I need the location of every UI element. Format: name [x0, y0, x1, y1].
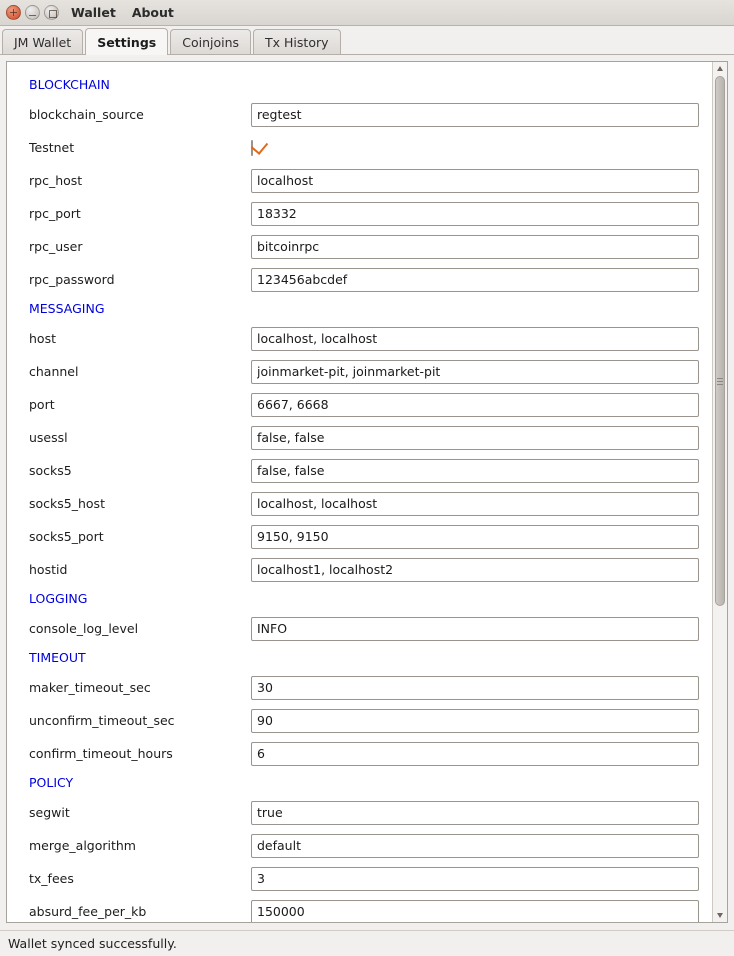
- scroll-up-icon[interactable]: [713, 62, 727, 75]
- setting-label: unconfirm_timeout_sec: [29, 713, 175, 728]
- setting-label: hostid: [29, 562, 68, 577]
- tab-tx-history[interactable]: Tx History: [253, 29, 340, 54]
- setting-row-tx-fees: [7, 862, 713, 895]
- setting-label: rpc_password: [29, 272, 115, 287]
- setting-field: [251, 235, 699, 259]
- setting-label: rpc_port: [29, 206, 81, 221]
- setting-label: merge_algorithm: [29, 838, 136, 853]
- setting-label: blockchain_source: [29, 107, 144, 122]
- rpc-port-input[interactable]: [251, 202, 699, 226]
- section-heading-timeout: TIMEOUT: [29, 650, 86, 665]
- setting-field: [251, 268, 699, 292]
- setting-field: [251, 426, 699, 450]
- setting-field: [251, 834, 699, 858]
- setting-field: [251, 801, 699, 825]
- hostid-input[interactable]: [251, 558, 699, 582]
- setting-field: [251, 103, 699, 127]
- setting-label: host: [29, 331, 56, 346]
- setting-label: socks5_host: [29, 496, 105, 511]
- section-heading-messaging: MESSAGING: [29, 301, 105, 316]
- setting-label: rpc_host: [29, 173, 83, 188]
- section-heading-blockchain: BLOCKCHAIN: [29, 77, 110, 92]
- socks5-input[interactable]: [251, 459, 699, 483]
- setting-row-rpc-port: [7, 197, 713, 230]
- setting-label: segwit: [29, 805, 70, 820]
- setting-field: [251, 459, 699, 483]
- scroll-down-icon[interactable]: [713, 909, 727, 922]
- setting-label: absurd_fee_per_kb: [29, 904, 147, 919]
- setting-field: [251, 709, 699, 733]
- setting-row-rpc-password: [7, 263, 713, 296]
- setting-field: [251, 558, 699, 582]
- merge-algorithm-input[interactable]: [251, 834, 699, 858]
- rpc-user-input[interactable]: [251, 235, 699, 259]
- setting-row-port: [7, 388, 713, 421]
- tab-bar: [0, 26, 734, 55]
- status-message: Wallet synced successfully.: [8, 936, 177, 951]
- setting-row-merge-algorithm: [7, 829, 713, 862]
- maker-timeout-sec-input[interactable]: [251, 676, 699, 700]
- tx-fees-input[interactable]: [251, 867, 699, 891]
- maximize-icon[interactable]: [44, 5, 59, 20]
- setting-field: [251, 327, 699, 351]
- setting-label: channel: [29, 364, 79, 379]
- status-bar: [0, 930, 734, 956]
- setting-field: [251, 169, 699, 193]
- rpc-host-input[interactable]: [251, 169, 699, 193]
- setting-field: [251, 492, 699, 516]
- setting-row-channel: [7, 355, 713, 388]
- window-controls: [6, 5, 59, 20]
- section-heading-policy: POLICY: [29, 775, 74, 790]
- setting-label: port: [29, 397, 55, 412]
- setting-row-socks5: [7, 454, 713, 487]
- setting-row-segwit: [7, 796, 713, 829]
- segwit-input[interactable]: [251, 801, 699, 825]
- settings-list: [7, 62, 713, 922]
- socks5-port-input[interactable]: [251, 525, 699, 549]
- setting-row-unconfirm-timeout-sec: [7, 704, 713, 737]
- setting-label: Testnet: [29, 140, 75, 155]
- host-input[interactable]: [251, 327, 699, 351]
- setting-label: rpc_user: [29, 239, 83, 254]
- setting-row-host: [7, 322, 713, 355]
- tab-settings[interactable]: Settings: [85, 28, 168, 55]
- setting-field: [251, 393, 699, 417]
- setting-row-absurd-fee-per-kb: [7, 895, 713, 922]
- vertical-scrollbar[interactable]: [712, 62, 727, 922]
- setting-row-confirm-timeout-hours: [7, 737, 713, 770]
- setting-field: [251, 742, 699, 766]
- setting-label: usessl: [29, 430, 68, 445]
- scrollbar-grip-icon: [717, 378, 723, 385]
- channel-input[interactable]: [251, 360, 699, 384]
- setting-field: [251, 360, 699, 384]
- port-input[interactable]: [251, 393, 699, 417]
- setting-field: [251, 202, 699, 226]
- setting-row-maker-timeout-sec: [7, 671, 713, 704]
- setting-row-console-log-level: [7, 612, 713, 645]
- rpc-password-input[interactable]: [251, 268, 699, 292]
- title-bar: [0, 0, 734, 26]
- scrollbar-thumb[interactable]: [715, 76, 725, 606]
- setting-label: maker_timeout_sec: [29, 680, 151, 695]
- minimize-icon[interactable]: [25, 5, 40, 20]
- setting-label: socks5_port: [29, 529, 104, 544]
- setting-field: [251, 141, 699, 155]
- close-icon[interactable]: [6, 5, 21, 20]
- setting-row-rpc-host: [7, 164, 713, 197]
- setting-field: [251, 525, 699, 549]
- setting-row-socks5-port: [7, 520, 713, 553]
- setting-label: confirm_timeout_hours: [29, 746, 173, 761]
- section-heading-logging: LOGGING: [29, 591, 88, 606]
- unconfirm-timeout-sec-input[interactable]: [251, 709, 699, 733]
- testnet-checkbox[interactable]: [251, 140, 253, 156]
- absurd-fee-per-kb-input[interactable]: [251, 900, 699, 923]
- menu-item-about[interactable]: About: [131, 5, 174, 20]
- setting-row-blockchain-source: [7, 98, 713, 131]
- menu-item-wallet[interactable]: Wallet: [71, 5, 116, 20]
- blockchain-source-input[interactable]: [251, 103, 699, 127]
- menu-bar: [69, 4, 176, 21]
- settings-scroll-frame: [6, 61, 728, 923]
- setting-row-usessl: [7, 421, 713, 454]
- confirm-timeout-hours-input[interactable]: [251, 742, 699, 766]
- setting-field: [251, 617, 699, 641]
- socks5-host-input[interactable]: [251, 492, 699, 516]
- setting-row-socks5-host: [7, 487, 713, 520]
- console-log-level-input[interactable]: [251, 617, 699, 641]
- setting-label: tx_fees: [29, 871, 74, 886]
- setting-row-rpc-user: [7, 230, 713, 263]
- setting-field: [251, 676, 699, 700]
- setting-row-hostid: [7, 553, 713, 586]
- setting-label: console_log_level: [29, 621, 139, 636]
- settings-pane: [0, 55, 734, 930]
- setting-field: [251, 867, 699, 891]
- usessl-input[interactable]: [251, 426, 699, 450]
- tab-jm-wallet[interactable]: JM Wallet: [2, 29, 83, 54]
- setting-field: [251, 900, 699, 923]
- tab-coinjoins[interactable]: Coinjoins: [170, 29, 251, 54]
- setting-label: socks5: [29, 463, 72, 478]
- setting-row-testnet: [7, 131, 713, 164]
